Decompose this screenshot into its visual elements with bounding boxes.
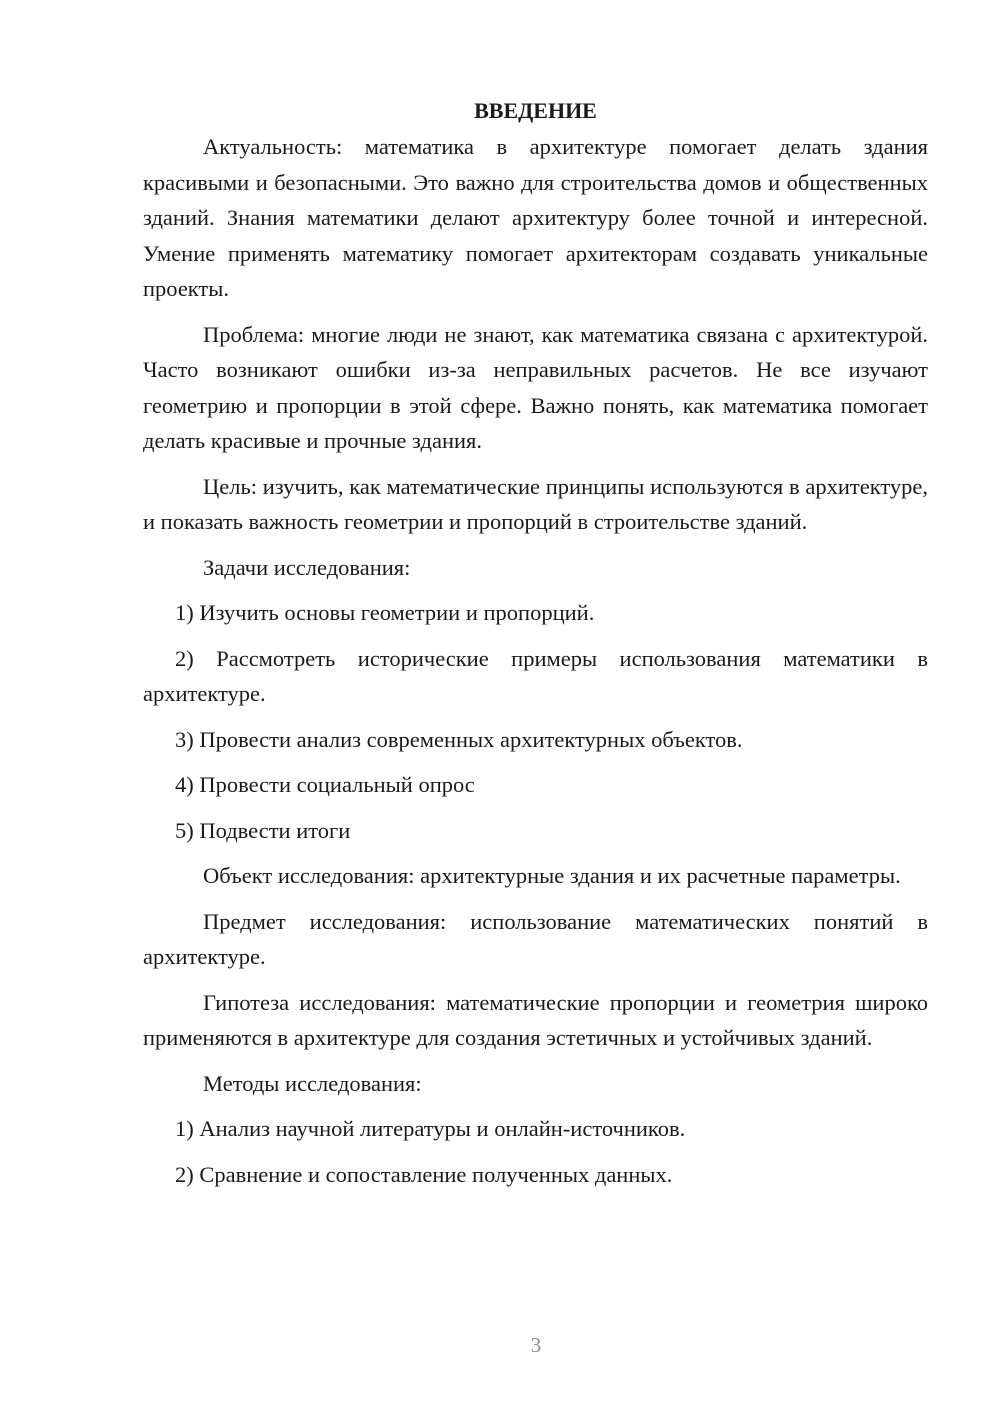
section-title: ВВЕДЕНИЕ [474, 98, 597, 123]
object-paragraph: Объект исследования: архитектурные здания и их расчетные параметры. [203, 863, 901, 888]
task-item: 1) Изучить основы геометрии и пропорций. [175, 600, 595, 625]
problem-paragraph: Проблема: многие люди не знают, как математика связана с архитектурой. Часто возникают ошибки из-за неправильных расчетов. Не все изучают геометрию и пропорции в этой сфере. Важно понять, как математика помогает делать красивые и прочные здания. [143, 321, 928, 453]
subject-paragraph: Предмет исследования: использование математических понятий в архитектуре. [143, 908, 928, 969]
relevance-paragraph: Актуальность: математика в архитектуре помогает делать здания красивыми и безопасными. Это важно для строительства домов и общественных зданий. Знания математики делают архитектуру более точной и интересной. Умение применять математику помогает архитекторам создавать уникальные проекты. [143, 134, 928, 301]
task-item: 4) Провести социальный опрос [175, 772, 475, 797]
page-number: 3 [530, 1333, 542, 1357]
task-item: 3) Провести анализ современных архитектурных объектов. [175, 726, 743, 752]
hypothesis-paragraph: Гипотеза исследования: математические пропорции и геометрия широко применяются в архитектуре для создания эстетичных и устойчивых зданий. [143, 989, 928, 1050]
methods-heading: Методы исследования: [203, 1070, 422, 1096]
method-item: 1) Анализ научной литературы и онлайн-источников. [175, 1116, 686, 1141]
tasks-heading: Задачи исследования: [203, 554, 411, 580]
task-item: 5) Подвести итоги [175, 817, 351, 843]
task-item: 2) Рассмотреть исторические примеры использования математики в архитектуре. [143, 645, 928, 706]
method-item: 2) Сравнение и сопоставление полученных данных. [175, 1161, 673, 1187]
document-page [143, 93, 928, 1202]
goal-paragraph: Цель: изучить, как математические принципы используются в архитектуре, и показать важность геометрии и пропорций в строительстве зданий. [143, 473, 928, 534]
